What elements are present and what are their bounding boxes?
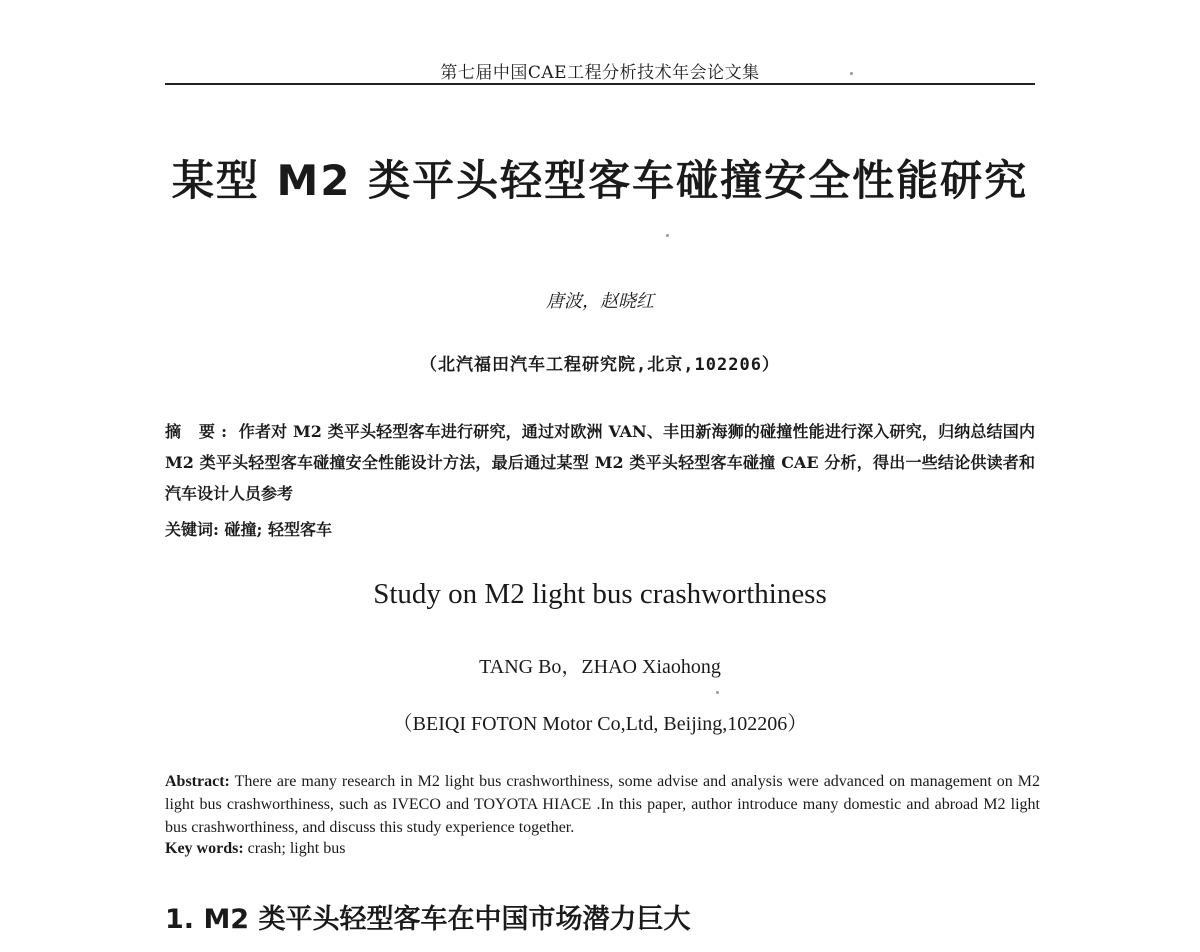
english-abstract	[165, 770, 1040, 839]
header-rule	[165, 83, 1035, 85]
english-keywords-text: crash; light bus	[247, 840, 346, 857]
chinese-keywords-label: 关键词:	[165, 520, 219, 539]
english-title: Study on M2 light bus crashworthiness	[373, 578, 827, 610]
english-abstract-label: Abstract:	[165, 773, 230, 790]
chinese-title: 某型 M2 类平头轻型客车碰撞安全性能研究	[171, 156, 1029, 205]
section-heading: 1. M2 类平头轻型客车在中国市场潜力巨大	[165, 904, 691, 935]
chinese-affiliation: （北汽福田汽车工程研究院,北京,102206）	[420, 355, 780, 375]
scan-speck	[716, 691, 719, 694]
chinese-authors: 唐波，赵晓红	[546, 291, 654, 312]
chinese-keywords	[165, 517, 1035, 540]
chinese-abstract-text: 作者对 M2 类平头轻型客车进行研究，通过对欧洲 VAN、丰田新海狮的碰撞性能进行深入研究，归纳总结国内 M2 类平头轻型客车碰撞安全性能设计方法，最后通过某型 M2 类平头轻型客车碰撞 CAE 分析，得出一些结论供读者和汽车设计人员参考	[165, 422, 1035, 503]
english-keywords	[165, 840, 1035, 858]
english-affiliation: （BEIQI FOTON Motor Co,Ltd, Beijing,102206）	[392, 713, 808, 735]
scan-speck	[850, 72, 853, 75]
running-header: 第七届中国CAE工程分析技术年会论文集	[440, 63, 760, 83]
chinese-keywords-text: 碰撞; 轻型客车	[224, 520, 332, 539]
english-keywords-label: Key words:	[165, 840, 244, 857]
chinese-abstract	[165, 416, 1035, 509]
english-abstract-text: There are many research in M2 light bus crashworthiness, some advise and analysis were advanced on management on M2 light bus crashworthiness, such as IVECO and TOYOTA HIACE .In this paper, author introduce many domestic and abroad M2 light bus crashworthiness, and discuss this study experience together.	[165, 773, 1041, 836]
english-authors: TANG Bo，ZHAO Xiaohong	[479, 656, 721, 678]
scan-speck	[666, 234, 669, 237]
chinese-abstract-label: 摘 要:	[165, 422, 234, 441]
